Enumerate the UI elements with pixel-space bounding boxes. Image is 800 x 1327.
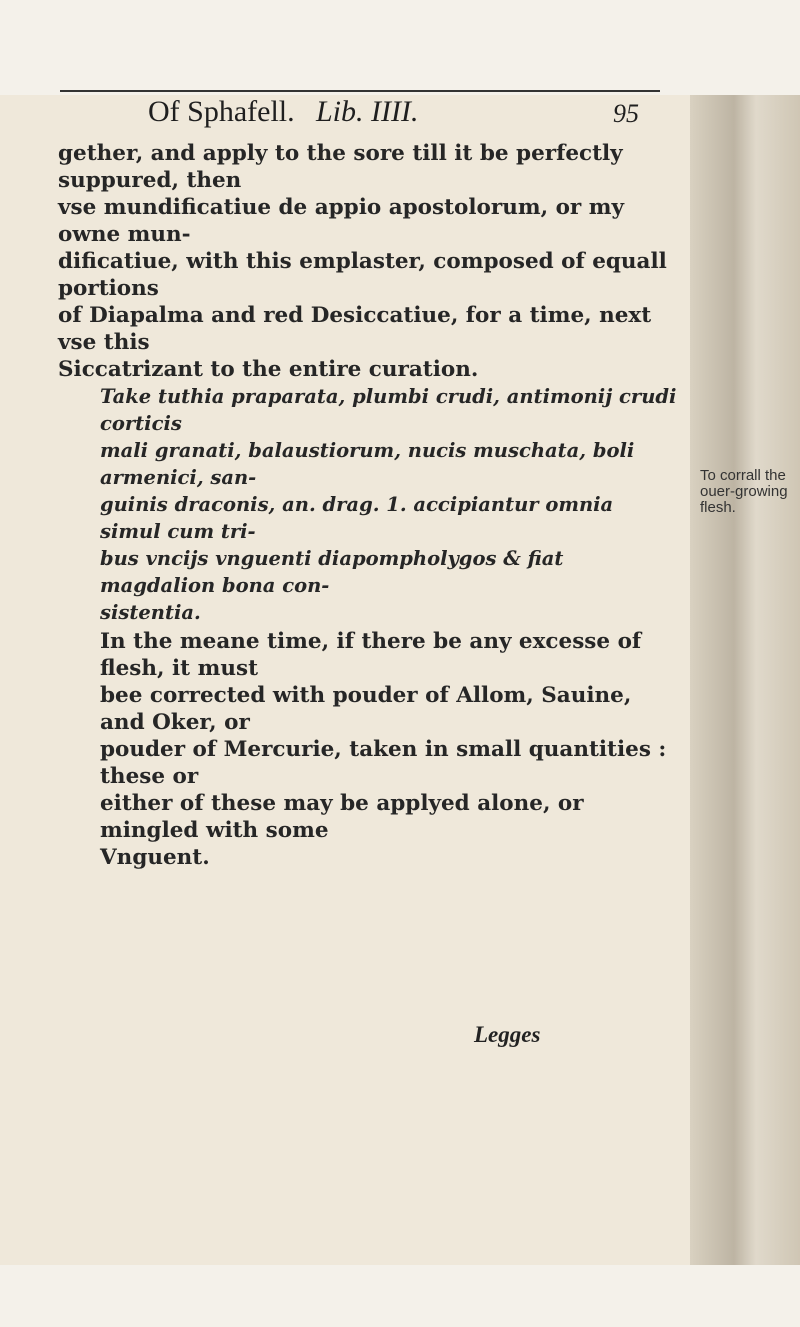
running-head (148, 95, 668, 135)
recipe-paragraph (58, 383, 678, 626)
page-edge (690, 95, 800, 1265)
running-head-title: Of Sphafell. (148, 95, 295, 128)
text-line: of Diapalma and red Desiccatiue, for a time, next vse this (58, 303, 652, 355)
text-line: guinis draconis, an. drag. 1. accipiantur omnia simul cum tri- (100, 493, 614, 543)
text-line: dificatiue, with this emplaster, composed of equall portions (58, 249, 667, 301)
running-head-book: Lib. IIII. (316, 95, 419, 128)
body-text (58, 140, 678, 871)
catchword: Legges (474, 1022, 541, 1047)
text-line: sistentia. (100, 601, 201, 624)
text-line: mali granati, balaustiorum, nucis muschata, boli armenici, san- (100, 439, 635, 489)
text-line: Siccatrizant to the entire curation. (58, 357, 479, 382)
text-line: bee corrected with pouder of Allom, Sauine, and Oker, or (100, 683, 632, 735)
text-line: Vnguent. (100, 845, 210, 870)
text-line: either of these may be applyed alone, or mingled with some (100, 791, 584, 843)
paragraph (58, 140, 678, 383)
header-rule (60, 90, 660, 92)
text-line: Take tuthia praparata, plumbi crudi, antimonij crudi corticis (100, 385, 677, 435)
text-line: vse mundificatiue de appio apostolorum, or my owne mun- (58, 195, 624, 247)
text-line: pouder of Mercurie, taken in small quantities : these or (100, 737, 667, 789)
paragraph (58, 628, 678, 871)
page-number: 95 (613, 99, 639, 128)
text-line: In the meane time, if there be any excesse of flesh, it must (100, 629, 642, 681)
text-line: bus vncijs vnguenti diapompholygos & fiat magdalion bona con- (100, 547, 564, 597)
marginal-note: To corrall the ouer-growing flesh. (700, 467, 788, 516)
text-line: gether, and apply to the sore till it be perfectly suppured, then (58, 141, 623, 193)
